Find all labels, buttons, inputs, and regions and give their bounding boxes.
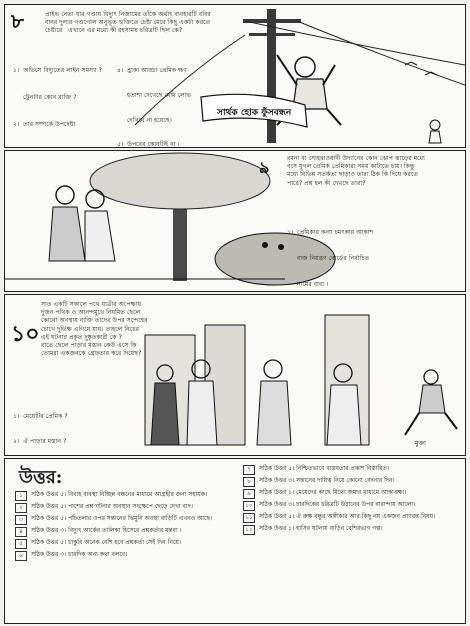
answer-number: ১ bbox=[15, 491, 27, 501]
question-item: হতাশা দেখেছে মেমি লোভ bbox=[117, 92, 192, 100]
answer-text: সঠিক উত্তর ৫। পাঁচতলার ওপর সন্তানের ঝিমুনি অবস্থা বাড়িটি এখনও আছে। bbox=[31, 515, 213, 522]
answer-number: ৯ bbox=[243, 489, 255, 499]
answer-item bbox=[15, 539, 233, 549]
panel-intro-text: সাত একটি সকালে পথে যাত্রীর অপেক্ষায় দুজন পথিক ও আনন্দমুখে নিয়মিত ছেলে কোনো অবস্থায় ব্যক্তি তাদের উপর সন্দেহের চোখে দুর্ভিক্ষ এগিয়ে যায়। তাহলে নিচের এই ঘটনার প্রকৃত দুষ্কৃতকারী কে ? রাতে ছেলে পাড়ার মস্তান কেউ এসে কি তোমরা একজনকে গ্রেফতার করে দিয়েছ? bbox=[41, 301, 148, 358]
question-item: ২। ঐ পাড়ার মস্তান ? bbox=[13, 438, 67, 446]
answer-text: সঠিক উত্তর ৫। নিশ্চিতভাবে বাস্তবতার প্রকাশ বিস্তারিত। bbox=[259, 465, 390, 472]
panel-number: ১০ bbox=[11, 321, 40, 347]
answer-number: ২ bbox=[15, 503, 27, 513]
answer-item bbox=[15, 491, 233, 501]
quiz-panel-10 bbox=[4, 294, 466, 456]
answer-number: ১১ bbox=[243, 513, 255, 523]
quiz-panel-8 bbox=[4, 4, 466, 148]
question-item: ১। অভিসে বিদ্যুতের লাইন সমস্যা ? bbox=[13, 67, 102, 75]
question-item: ২। তার সম্পর্কে উপদেষ্টা bbox=[13, 120, 76, 128]
question-item: নামের বাবা । bbox=[287, 280, 329, 288]
panel-intro-text: রমনা বা সোহরাওয়ার্দী উদ্যানের কোন ঝোপ ঝাড়ের মধ্যে বসে যুগল প্রেমিক প্রেমিকারা সময় কাটাতে চায়। কিন্তু মধ্যে বিভিন্ন সতর্কতা ছাড়াও তারা ঠিক কি দিয়ে করতে পারে? প্রশ্ন হল কী দেখছে তারা? bbox=[287, 155, 425, 187]
answer-text: সঠিক উত্তর ৫। চাকুরি অনেক বেশি হবে প্রশ্নকর্তা সেই দিন নিয়ে। bbox=[31, 539, 182, 546]
answer-number: ১০ bbox=[243, 501, 255, 511]
question-list bbox=[287, 213, 459, 292]
question-item: দেখিয়ে না হয়েছে। bbox=[117, 116, 172, 124]
answer-column-right bbox=[243, 465, 459, 537]
answer-number: ১২ bbox=[243, 525, 255, 535]
panel-intro-text: প্রাইভ নেতা যার গণ্ডায় বিদ্যুৎ নিজামের তাঁকে অর্থাৎ ব্যবহারটি ববির বানর দুলার গণ্ডগোল অনুভূত ভক্তিতে চেষ্টা মেরে কিছু একটা করতে চেষ্টারে এখানে এর মধ্যে কী রহস্যময় চরিত্রটি ছিল কে? bbox=[45, 11, 211, 35]
answer-number: ৪ bbox=[15, 527, 27, 537]
answer-item bbox=[15, 527, 233, 537]
banner-text: সার্থক হোক ফুঁসবন্ধন bbox=[217, 108, 292, 118]
answer-item bbox=[243, 513, 459, 523]
question-item: ৫। উপরের কোনটিই না । bbox=[117, 141, 180, 148]
panel-number: ৯ bbox=[259, 158, 270, 177]
answer-item bbox=[15, 515, 233, 525]
answer-number: ৭ bbox=[243, 465, 255, 475]
answer-number: ৩ bbox=[15, 515, 27, 525]
panel-8-illustration bbox=[5, 5, 465, 147]
question-item: ৪। হ্রাকা আড্ডা প্রেমিক ক্ষণ bbox=[117, 67, 187, 75]
answer-text: সঠিক উত্তর ৩। চারদিকের চরিত্রটি উঠানের উপর বারান্দায় আলো। bbox=[259, 501, 416, 508]
answer-number: ৮ bbox=[243, 477, 255, 487]
quiz-panel-9 bbox=[4, 150, 466, 292]
answer-text: সঠিক উত্তর ৩। চারদিক অন্য কথা বলবে। bbox=[31, 551, 128, 558]
answer-text: সঠিক উত্তর ৩। সন্তানের দায়িত্ব নিয়ে কোনো বেদনার দিন। bbox=[259, 477, 395, 484]
answer-item bbox=[243, 465, 459, 475]
answer-item bbox=[15, 551, 233, 561]
question-item: ট্রেনটার কোন ব্যক্তি ? bbox=[13, 94, 77, 102]
answer-column-left bbox=[15, 491, 233, 563]
artist-signature: মুক্তা bbox=[415, 440, 426, 447]
answer-item bbox=[15, 503, 233, 513]
answer-item bbox=[243, 525, 459, 535]
answer-item bbox=[243, 501, 459, 511]
answer-item bbox=[243, 489, 459, 499]
panel-number: ৮ bbox=[11, 9, 24, 33]
question-item: বাজ নিয়ন্ত্রণ বোর্ডের নির্বাচিত bbox=[287, 255, 370, 263]
answer-section bbox=[4, 458, 466, 624]
answer-number: ৬ bbox=[15, 551, 27, 561]
question-item: ১। মেয়েটির প্রেমিক ? bbox=[13, 413, 68, 421]
question-item: ১। প্রেমিকার কন্যা চমৎকার আকাশ bbox=[287, 229, 374, 237]
answer-item bbox=[243, 477, 459, 487]
answer-text: সঠিক উত্তর ৫। পাশের প্রশ্ন ঘটনার অবস্থান সংক্ষেপে ছেড়ে দেখা বাদ। bbox=[31, 503, 193, 510]
answer-text: সঠিক উত্তর ৩। বিদ্যুৎ আর্কের তালিকা হিসেবে প্রশ্নকর্তার মন্তব্য । bbox=[31, 527, 182, 534]
answer-text: সঠিক উত্তর ৫। বিবাহ বাবস্থা বিচ্ছিন্ন বন্ধনের মাধ্যমে আগ্রহীর জন্য সহায়ক। bbox=[31, 491, 208, 498]
answer-text: সঠিক উত্তর ১। হাসির ঘটনায় বাড়ির বেশিরভাগ গল্প। bbox=[259, 525, 383, 532]
question-item bbox=[13, 147, 213, 148]
answer-text: সঠিক উত্তর ১। মেয়েদের কাছে মিথ্যে জমার মাধ্যমে আকাঙ্ক্ষা। bbox=[259, 489, 407, 496]
answer-title: উত্তর: bbox=[19, 467, 63, 488]
answer-number: ৫ bbox=[15, 539, 27, 549]
answer-text: সঠিক উত্তর ৫। ঐ রুক্ষ বন্ধুর অঙ্গীকার আর কিছু নয় একজন প্রাণবন্ত বিষয়। bbox=[259, 513, 436, 520]
panel-10-illustration bbox=[5, 295, 465, 455]
